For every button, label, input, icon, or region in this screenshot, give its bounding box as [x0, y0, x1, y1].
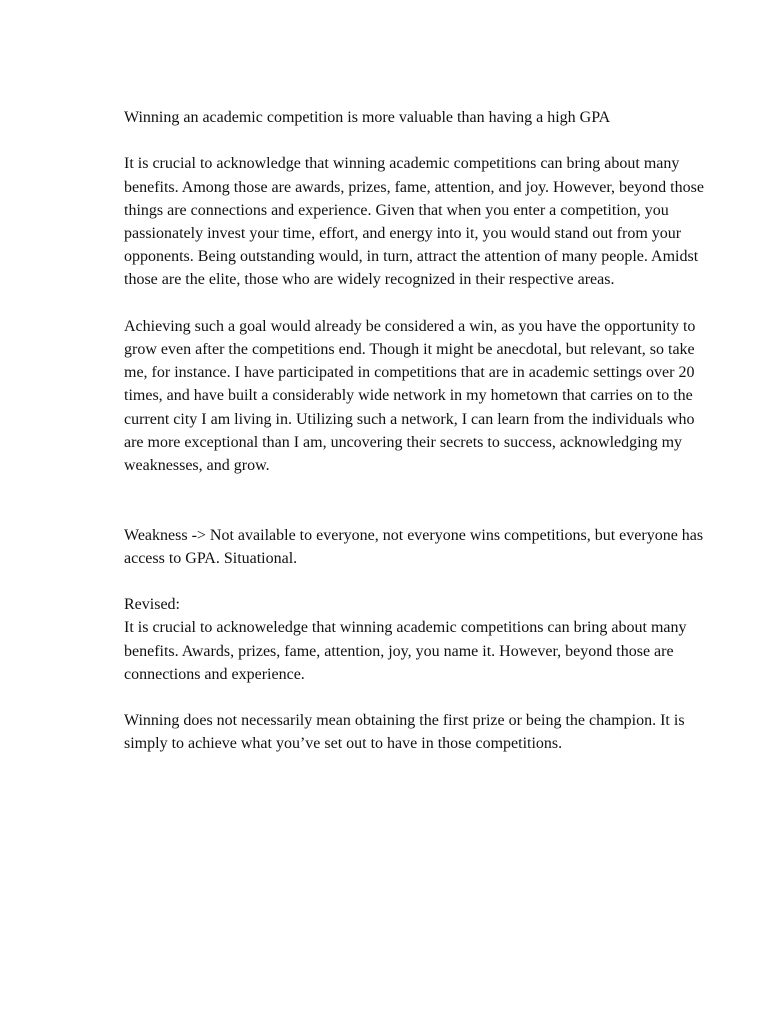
- blank-line: [124, 129, 704, 152]
- document-title: Winning an academic competition is more valuable than having a high GPA: [124, 109, 611, 126]
- blank-line: [124, 292, 704, 315]
- blank-line: [124, 570, 704, 593]
- paragraph-2: Achieving such a goal would already be considered a win, as you have the opportunity to grow even after the competitions end. Though it might be anecdotal, but relevant, so take me, for instance. I have participated in competitions that are in academic settings over 20 times, and have built a considerably wide network in my hometown that carries on to the current city I am living in. Utilizing such a network, I can learn from the individuals who are more exceptional than I am, uncovering their secrets to success, acknowledging my weaknesses, and grow.: [124, 317, 696, 475]
- revised-label: Revised:: [124, 596, 180, 614]
- paragraph-1: It is crucial to acknowledge that winning academic competitions can bring about many benefits. Among those are awards, prizes, fame, attention, and joy. However, beyond those things are connections and experience. Given that when you enter a competition, you passionately invest your time, effort, and energy into it, you would stand out from your opponents. Being outstanding would, in turn, attract the attention of many people. Amidst those are the elite, those who are widely recognized in their respective areas.: [124, 155, 704, 289]
- paragraph-3: Winning does not necessarily mean obtaining the first prize or being the champion. It is simply to achieve what you’ve set out to have in those competitions.: [124, 712, 685, 753]
- revised-paragraph: It is crucial to acknoweledge that winning academic competitions can bring about many benefits. Awards, prizes, fame, attention, joy, you name it. However, beyond those are connections and experience.: [124, 619, 687, 683]
- blank-line-double: [124, 477, 704, 523]
- weakness-note: Weakness -> Not available to everyone, not everyone wins competitions, but everyone has access to GPA. Situational.: [124, 526, 704, 567]
- document-page: [124, 106, 704, 756]
- blank-line: [124, 686, 704, 709]
